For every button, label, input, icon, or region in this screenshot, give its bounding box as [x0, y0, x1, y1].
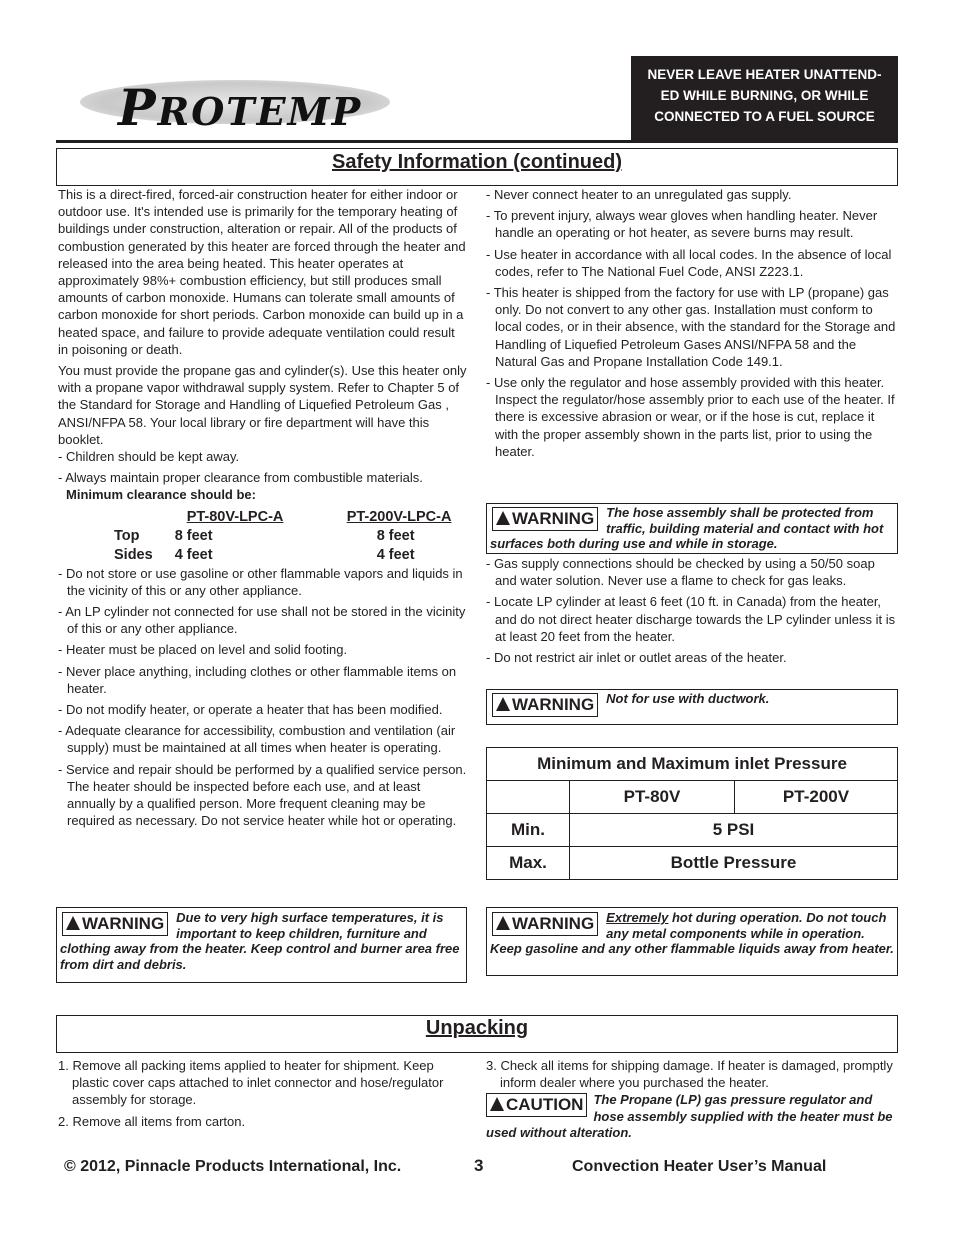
warning-text: Not for use with ductwork.	[606, 691, 770, 706]
pressure-row-label: Max.	[487, 847, 570, 880]
pressure-table-title: Minimum and Maximum inlet Pressure	[487, 748, 898, 781]
list-item: - Do not store or use gasoline or other flammable vapors and liquids in the vicinity of this or any other appliance.	[58, 565, 463, 598]
warning-emphasis: Extremely	[606, 910, 669, 925]
list-item: - Heater must be placed on level and solid footing.	[58, 642, 348, 658]
list-item: - Do not modify heater, or operate a heater that has been modified.	[58, 702, 443, 718]
pressure-table	[486, 747, 898, 880]
bullet-clearance: - Always maintain proper clearance from combustible materials.	[58, 470, 423, 486]
list-item: 3. Check all items for shipping damage. If heater is damaged, promptly inform dealer where you purchased the heater.	[486, 1058, 893, 1091]
pressure-col-pt80: PT-80V	[570, 781, 735, 814]
list-item: - Locate LP cylinder at least 6 feet (10 ft. in Canada) from the heater, and do not direct heater discharge towards the LP cylinder unless it is at least 20 feet from the heater.	[486, 594, 896, 644]
bullet-children: - Children should be kept away.	[58, 449, 240, 465]
brand-logo: PROTEMP	[118, 78, 363, 137]
safety-left-column	[58, 186, 468, 834]
pressure-row-label: Min.	[487, 814, 570, 847]
warning-triangle-icon	[496, 916, 510, 930]
list-item: - To prevent injury, always wear gloves when handling heater. Never handle an operating or hot heater, as severe burns may result.	[486, 208, 878, 241]
warning-text: The hose assembly shall be protected from traffic, building material and contact with hot surfaces both during use and while in storage.	[490, 505, 884, 551]
clearance-value: 4 feet	[376, 546, 415, 563]
clearance-value: 8 feet	[376, 527, 415, 544]
warning-box-ductwork	[486, 689, 898, 725]
list-item: 1. Remove all packing items applied to heater for shipment. Keep plastic cover caps attached to inlet connector and hose/regulator assembly for storage.	[58, 1058, 444, 1108]
list-item: - Gas supply connections should be checked by using a 50/50 soap and water solution. Never use a flame to check for gas leaks.	[486, 556, 875, 589]
clearance-col-80: PT-80V-LPC-A	[186, 508, 284, 525]
footer-manual-title: Convection Heater User’s Manual	[572, 1158, 827, 1175]
clearance-col-200: PT-200V-LPC-A	[346, 508, 452, 525]
section-title-safety	[56, 148, 898, 186]
list-item: 2. Remove all items from carton.	[58, 1113, 246, 1129]
list-item: - Never place anything, including clothes or other flammable items on heater.	[58, 663, 457, 696]
clearance-row-label: Top	[114, 527, 140, 544]
pressure-col-pt200: PT-200V	[735, 781, 898, 814]
warning-box-hose	[486, 503, 898, 554]
safety-right-column	[486, 186, 898, 464]
unpacking-right-column	[486, 1057, 896, 1091]
warning-triangle-icon	[66, 916, 80, 930]
safety-title-text: Safety Information (continued)	[332, 151, 622, 173]
list-item: - Adequate clearance for accessibility, combustion and ventilation (air supply) must be maintained at all times when heater is operating.	[58, 723, 456, 756]
warning-box-hot	[486, 907, 898, 976]
clearance-value: 8 feet	[174, 527, 213, 544]
header-warning-line: ED WHILE BURNING, OR WHILE	[660, 88, 869, 103]
intro-paragraph: This is a direct-fired, forced-air construction heater for either indoor or outdoor use. It's intended use is primarily for the temporary heating of buildings under construction, alteration or repair. All of the products of combustion generated by this heater are forced through the heater and released into the area being heated. This heater operates at approximately 98%+ combustion efficiency, but still produces small amounts of carbon monoxide. Humans can tolerate small amounts of carbon monoxide for short periods. Carbon monoxide can build up in a heated space, and failure to provide adequate ventilation could result in poisoning or death.	[58, 187, 466, 357]
section-title-unpacking	[56, 1015, 898, 1053]
clearance-row	[106, 546, 451, 565]
min-clearance-label: Minimum clearance should be:	[66, 487, 256, 503]
clearance-table	[106, 508, 451, 565]
list-item: - An LP cylinder not connected for use shall not be stored in the vicinity of this or any other appliance.	[58, 604, 466, 637]
warning-badge: WARNING	[492, 507, 598, 531]
warning-badge: WARNING	[492, 912, 598, 936]
list-item: - Use only the regulator and hose assembly provided with this heater. Inspect the regulator/hose assembly prior to each use of the heater. If there is excessive abrasion or wear, or if the hose is cut, replace it with the proper assembly shown in the parts list, prior to using the heater.	[486, 375, 895, 459]
caution-text: The Propane (LP) gas pressure regulator and hose assembly supplied with the heater must be used without alteration.	[486, 1092, 893, 1140]
pressure-max-value: Bottle Pressure	[570, 847, 898, 880]
warning-badge: WARNING	[62, 912, 168, 936]
warning-triangle-icon	[496, 697, 510, 711]
header-divider	[56, 140, 898, 143]
unpacking-title-text: Unpacking	[425, 1017, 529, 1039]
warning-text: Due to very high surface temperatures, it is important to keep children, furniture and clothing away from the heater. Keep control and burner area free from dirt and debris.	[60, 910, 460, 972]
page-number: 3	[474, 1156, 484, 1175]
warning-text: hot during operation. Do not touch any metal components while in operation. Keep gasoline and any other flammable liquids away from heater.	[490, 910, 894, 956]
clearance-row-label: Sides	[114, 546, 153, 563]
clearance-value: 4 feet	[174, 546, 213, 563]
propane-paragraph: You must provide the propane gas and cylinder(s). Use this heater only with a propane vapor withdrawal supply system. Refer to Chapter 5 of the Standard for Storage and Handling of Liquefied Petroleum Gas , ANSI/NFPA 58. Your local library or fire department will have this booklet.	[58, 363, 467, 447]
caution-block	[486, 1092, 896, 1142]
footer-copyright: © 2012, Pinnacle Products International, Inc.	[64, 1158, 402, 1175]
safety-right-column-2	[486, 555, 898, 670]
warning-triangle-icon	[496, 511, 510, 525]
warning-badge: WARNING	[492, 693, 598, 717]
header-warning-line: CONNECTED TO A FUEL SOURCE	[654, 109, 875, 124]
unpacking-left-column	[58, 1057, 463, 1130]
list-item: - Service and repair should be performed by a qualified service person. The heater should be inspected before each use, and at least annually by a qualified person. More frequent cleaning may be required as necessary. Do not service heater while hot or operating.	[58, 761, 467, 829]
pressure-min-value: 5 PSI	[570, 814, 898, 847]
caution-badge: CAUTION	[486, 1093, 587, 1117]
clearance-row	[106, 527, 451, 546]
header-warning-box	[631, 56, 898, 142]
list-item: - Do not restrict air inlet or outlet areas of the heater.	[486, 650, 787, 666]
list-item: - Use heater in accordance with all local codes. In the absence of local codes, refer to The National Fuel Code, ANSI Z223.1.	[486, 246, 892, 279]
warning-box-surface-temp	[56, 907, 467, 983]
list-item: - Never connect heater to an unregulated gas supply.	[486, 187, 792, 202]
warning-triangle-icon	[490, 1097, 504, 1111]
list-item: - This heater is shipped from the factory for use with LP (propane) gas only. Do not convert to any other gas. Installation must conform to local codes, or in their absence, with the standard for the Storage and Handling of Liquefied Petroleum Gases ANSI/NFPA 58 and the Natural Gas and Propane Installation Code 149.1.	[486, 285, 896, 369]
header-warning-line: NEVER LEAVE HEATER UNATTEND-	[647, 67, 882, 82]
